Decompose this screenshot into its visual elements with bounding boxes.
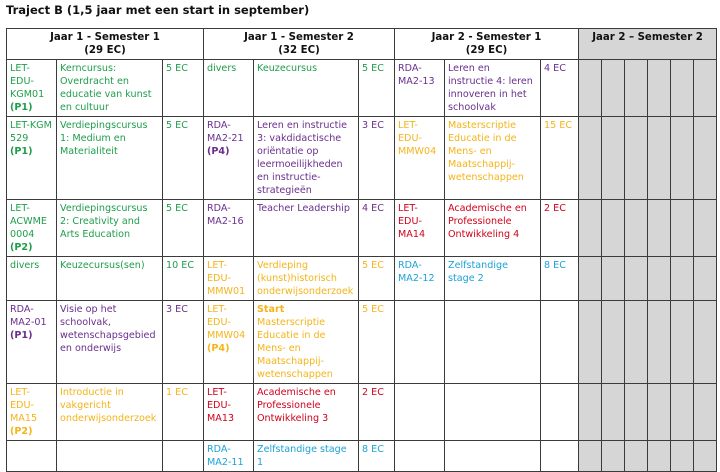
empty-gray-cell [579, 301, 602, 384]
course-ec-cell [163, 441, 204, 472]
course-name-cell [57, 301, 163, 384]
empty-gray-cell [602, 301, 625, 384]
empty-gray-cell [671, 384, 694, 441]
course-code-cell [7, 301, 57, 384]
empty-gray-cell [648, 117, 671, 200]
course-name: Zelfstandige stage 2 [448, 260, 508, 284]
course-credits: 15 EC [544, 120, 573, 131]
course-name: Academische en Professionele Ontwikkeling 3 [257, 387, 336, 424]
period-tag: (P2) [10, 242, 33, 253]
course-name-cell [254, 117, 359, 200]
course-ec-cell [359, 257, 395, 301]
course-credits: 2 EC [362, 387, 384, 398]
course-code: RDA-MA2-16 [207, 203, 244, 227]
course-name-cell [254, 200, 359, 257]
course-ec-cell [541, 384, 579, 441]
empty-gray-cell [648, 301, 671, 384]
table-row [7, 200, 717, 257]
header-row [7, 29, 717, 60]
course-code: LET-ACWME 0004 [10, 203, 47, 240]
empty-gray-cell [625, 384, 648, 441]
course-ec-cell [359, 301, 395, 384]
empty-gray-cell [671, 441, 694, 472]
course-code: RDA-MA2-01 [10, 304, 47, 328]
course-code-cell [204, 60, 254, 117]
course-name-emphasis: Start [257, 304, 285, 315]
empty-gray-cell [602, 60, 625, 117]
empty-gray-cell [579, 257, 602, 301]
empty-gray-cell [625, 257, 648, 301]
empty-gray-cell [579, 441, 602, 472]
course-name-cell [57, 200, 163, 257]
course-name-cell [445, 117, 541, 200]
course-name: Leren en instructie 4: leren innoveren in het schoolvak [448, 63, 533, 113]
course-code: RDA-MA2-12 [398, 260, 435, 284]
header-y1s2: Jaar 1 - Semester 2 (32 EC) [204, 29, 395, 60]
empty-gray-cell [671, 257, 694, 301]
course-ec-cell [163, 60, 204, 117]
course-name-cell [57, 441, 163, 472]
course-name: Kerncursus: Overdracht en educatie van kunst en cultuur [60, 63, 152, 113]
table-row [7, 60, 717, 117]
course-name-cell [445, 441, 541, 472]
course-ec-cell [541, 301, 579, 384]
course-name-cell [445, 384, 541, 441]
course-credits: 1 EC [166, 387, 188, 398]
period-tag: (P1) [10, 146, 33, 157]
course-code-cell [204, 384, 254, 441]
course-code-cell [7, 60, 57, 117]
empty-gray-cell [602, 117, 625, 200]
course-name: Verdiepingscursus 2: Creativity and Arts Education [60, 203, 148, 240]
period-tag: (P4) [207, 343, 230, 354]
course-code: RDA-MA2-21 [207, 120, 244, 144]
course-name-cell [254, 301, 359, 384]
course-name: Academische en Professionele Ontwikkeling 4 [448, 203, 527, 240]
course-name-cell [445, 301, 541, 384]
course-credits: 5 EC [362, 63, 384, 74]
course-name-cell [254, 60, 359, 117]
course-code: LET-EDU-MMW01 [207, 260, 246, 297]
course-name-cell [254, 257, 359, 301]
course-credits: 5 EC [362, 304, 384, 315]
empty-gray-cell [625, 441, 648, 472]
course-code: LET-EDU-MA13 [207, 387, 235, 424]
course-code-cell [7, 257, 57, 301]
course-code: LET-KGM 529 [10, 120, 52, 144]
course-name-cell [57, 60, 163, 117]
period-tag: (P2) [10, 426, 33, 437]
period-tag: (P4) [207, 146, 230, 157]
course-code-cell [395, 257, 445, 301]
empty-gray-cell [579, 60, 602, 117]
course-ec-cell [163, 384, 204, 441]
course-name: Introductie in vakgericht onderwijsonderzoek [60, 387, 157, 424]
course-name: Masterscriptie Educatie in de Mens- en Maatschappij-wetenschappen [448, 120, 524, 183]
empty-gray-cell [625, 200, 648, 257]
course-ec-cell [163, 301, 204, 384]
course-code: divers [10, 260, 40, 271]
period-tag: (P1) [10, 330, 33, 341]
empty-gray-cell [671, 117, 694, 200]
course-ec-cell [163, 257, 204, 301]
empty-gray-cell [648, 257, 671, 301]
course-code-cell [395, 60, 445, 117]
course-ec-cell [359, 441, 395, 472]
course-code-cell [204, 117, 254, 200]
course-code-cell [395, 441, 445, 472]
empty-gray-cell [671, 60, 694, 117]
course-name-cell [57, 257, 163, 301]
table-row [7, 384, 717, 441]
empty-gray-cell [602, 257, 625, 301]
empty-gray-cell [694, 301, 717, 384]
empty-gray-cell [694, 384, 717, 441]
course-code: LET-EDU-KGM01 [10, 63, 45, 100]
course-ec-cell [359, 384, 395, 441]
empty-gray-cell [602, 384, 625, 441]
course-name-cell [445, 257, 541, 301]
page-title: Traject B (1,5 jaar met een start in september) [6, 3, 310, 17]
course-code-cell [7, 384, 57, 441]
empty-gray-cell [648, 60, 671, 117]
course-name: Keuzecursus(sen) [60, 260, 145, 271]
header-y1s1: Jaar 1 - Semester 1 (29 EC) [7, 29, 204, 60]
course-credits: 5 EC [166, 63, 188, 74]
course-credits: 5 EC [166, 203, 188, 214]
course-ec-cell [541, 60, 579, 117]
course-code-cell [7, 441, 57, 472]
course-credits: 8 EC [544, 260, 566, 271]
empty-gray-cell [625, 301, 648, 384]
study-schedule-table [6, 28, 717, 472]
course-ec-cell [359, 60, 395, 117]
empty-gray-cell [602, 200, 625, 257]
course-ec-cell [359, 117, 395, 200]
course-name-cell [57, 384, 163, 441]
course-name: Visie op het schoolvak, wetenschapsgebied en onderwijs [60, 304, 156, 354]
course-code: LET-EDU-MA14 [398, 203, 426, 240]
period-tag: (P1) [10, 102, 33, 113]
header-y2s2: Jaar 2 – Semester 2 [579, 29, 717, 60]
empty-gray-cell [625, 60, 648, 117]
course-code: LET-EDU-MMW04 [398, 120, 437, 157]
course-code-cell [204, 200, 254, 257]
empty-gray-cell [648, 384, 671, 441]
course-name-cell [254, 441, 359, 472]
empty-gray-cell [579, 384, 602, 441]
table-row [7, 117, 717, 200]
course-name: Verdieping (kunst)historisch onderwijsonderzoek [257, 260, 354, 297]
course-ec-cell [541, 441, 579, 472]
empty-gray-cell [694, 441, 717, 472]
empty-gray-cell [648, 441, 671, 472]
course-name-cell [57, 117, 163, 200]
course-ec-cell [163, 200, 204, 257]
course-name-cell [445, 200, 541, 257]
table-row [7, 441, 717, 472]
course-code: LET-EDU-MMW04 [207, 304, 246, 341]
course-credits: 4 EC [544, 63, 566, 74]
course-code-cell [395, 384, 445, 441]
course-code-cell [395, 200, 445, 257]
course-code-cell [395, 117, 445, 200]
course-code-cell [204, 441, 254, 472]
course-code: LET-EDU-MA15 [10, 387, 38, 424]
course-name-cell [254, 384, 359, 441]
table-row [7, 301, 717, 384]
course-credits: 10 EC [166, 260, 195, 271]
course-ec-cell [541, 257, 579, 301]
course-credits: 8 EC [362, 444, 384, 455]
empty-gray-cell [671, 301, 694, 384]
course-ec-cell [541, 200, 579, 257]
empty-gray-cell [694, 257, 717, 301]
header-y2s1: Jaar 2 - Semester 1 (29 EC) [395, 29, 579, 60]
course-ec-cell [359, 200, 395, 257]
course-credits: 2 EC [544, 203, 566, 214]
course-name: Teacher Leadership [257, 203, 350, 214]
course-code-cell [7, 117, 57, 200]
course-code-cell [7, 200, 57, 257]
course-name: Masterscriptie Educatie in de Mens- en Maatschappij-wetenschappen [257, 317, 333, 380]
course-ec-cell [163, 117, 204, 200]
course-code-cell [204, 257, 254, 301]
empty-gray-cell [694, 200, 717, 257]
empty-gray-cell [625, 117, 648, 200]
course-credits: 5 EC [362, 260, 384, 271]
empty-gray-cell [579, 117, 602, 200]
course-credits: 3 EC [166, 304, 188, 315]
empty-gray-cell [694, 60, 717, 117]
course-name: Leren en instructie 3: vakdidactische oriëntatie op leermoeilijkheden en instructie-strategieën [257, 120, 348, 196]
course-credits: 4 EC [362, 203, 384, 214]
empty-gray-cell [694, 117, 717, 200]
course-ec-cell [541, 117, 579, 200]
course-code: RDA-MA2-11 [207, 444, 244, 468]
course-code-cell [204, 301, 254, 384]
table-row [7, 257, 717, 301]
course-code: RDA-MA2-13 [398, 63, 435, 87]
empty-gray-cell [579, 200, 602, 257]
course-code: divers [207, 63, 237, 74]
empty-gray-cell [648, 200, 671, 257]
course-name: Zelfstandige stage 1 [257, 444, 347, 468]
empty-gray-cell [671, 200, 694, 257]
course-name: Verdiepingscursus 1: Medium en Materialiteit [60, 120, 148, 157]
course-code-cell [395, 301, 445, 384]
course-name: Keuzecursus [257, 63, 318, 74]
empty-gray-cell [602, 441, 625, 472]
course-name-cell [445, 60, 541, 117]
course-credits: 3 EC [362, 120, 384, 131]
course-credits: 5 EC [166, 120, 188, 131]
